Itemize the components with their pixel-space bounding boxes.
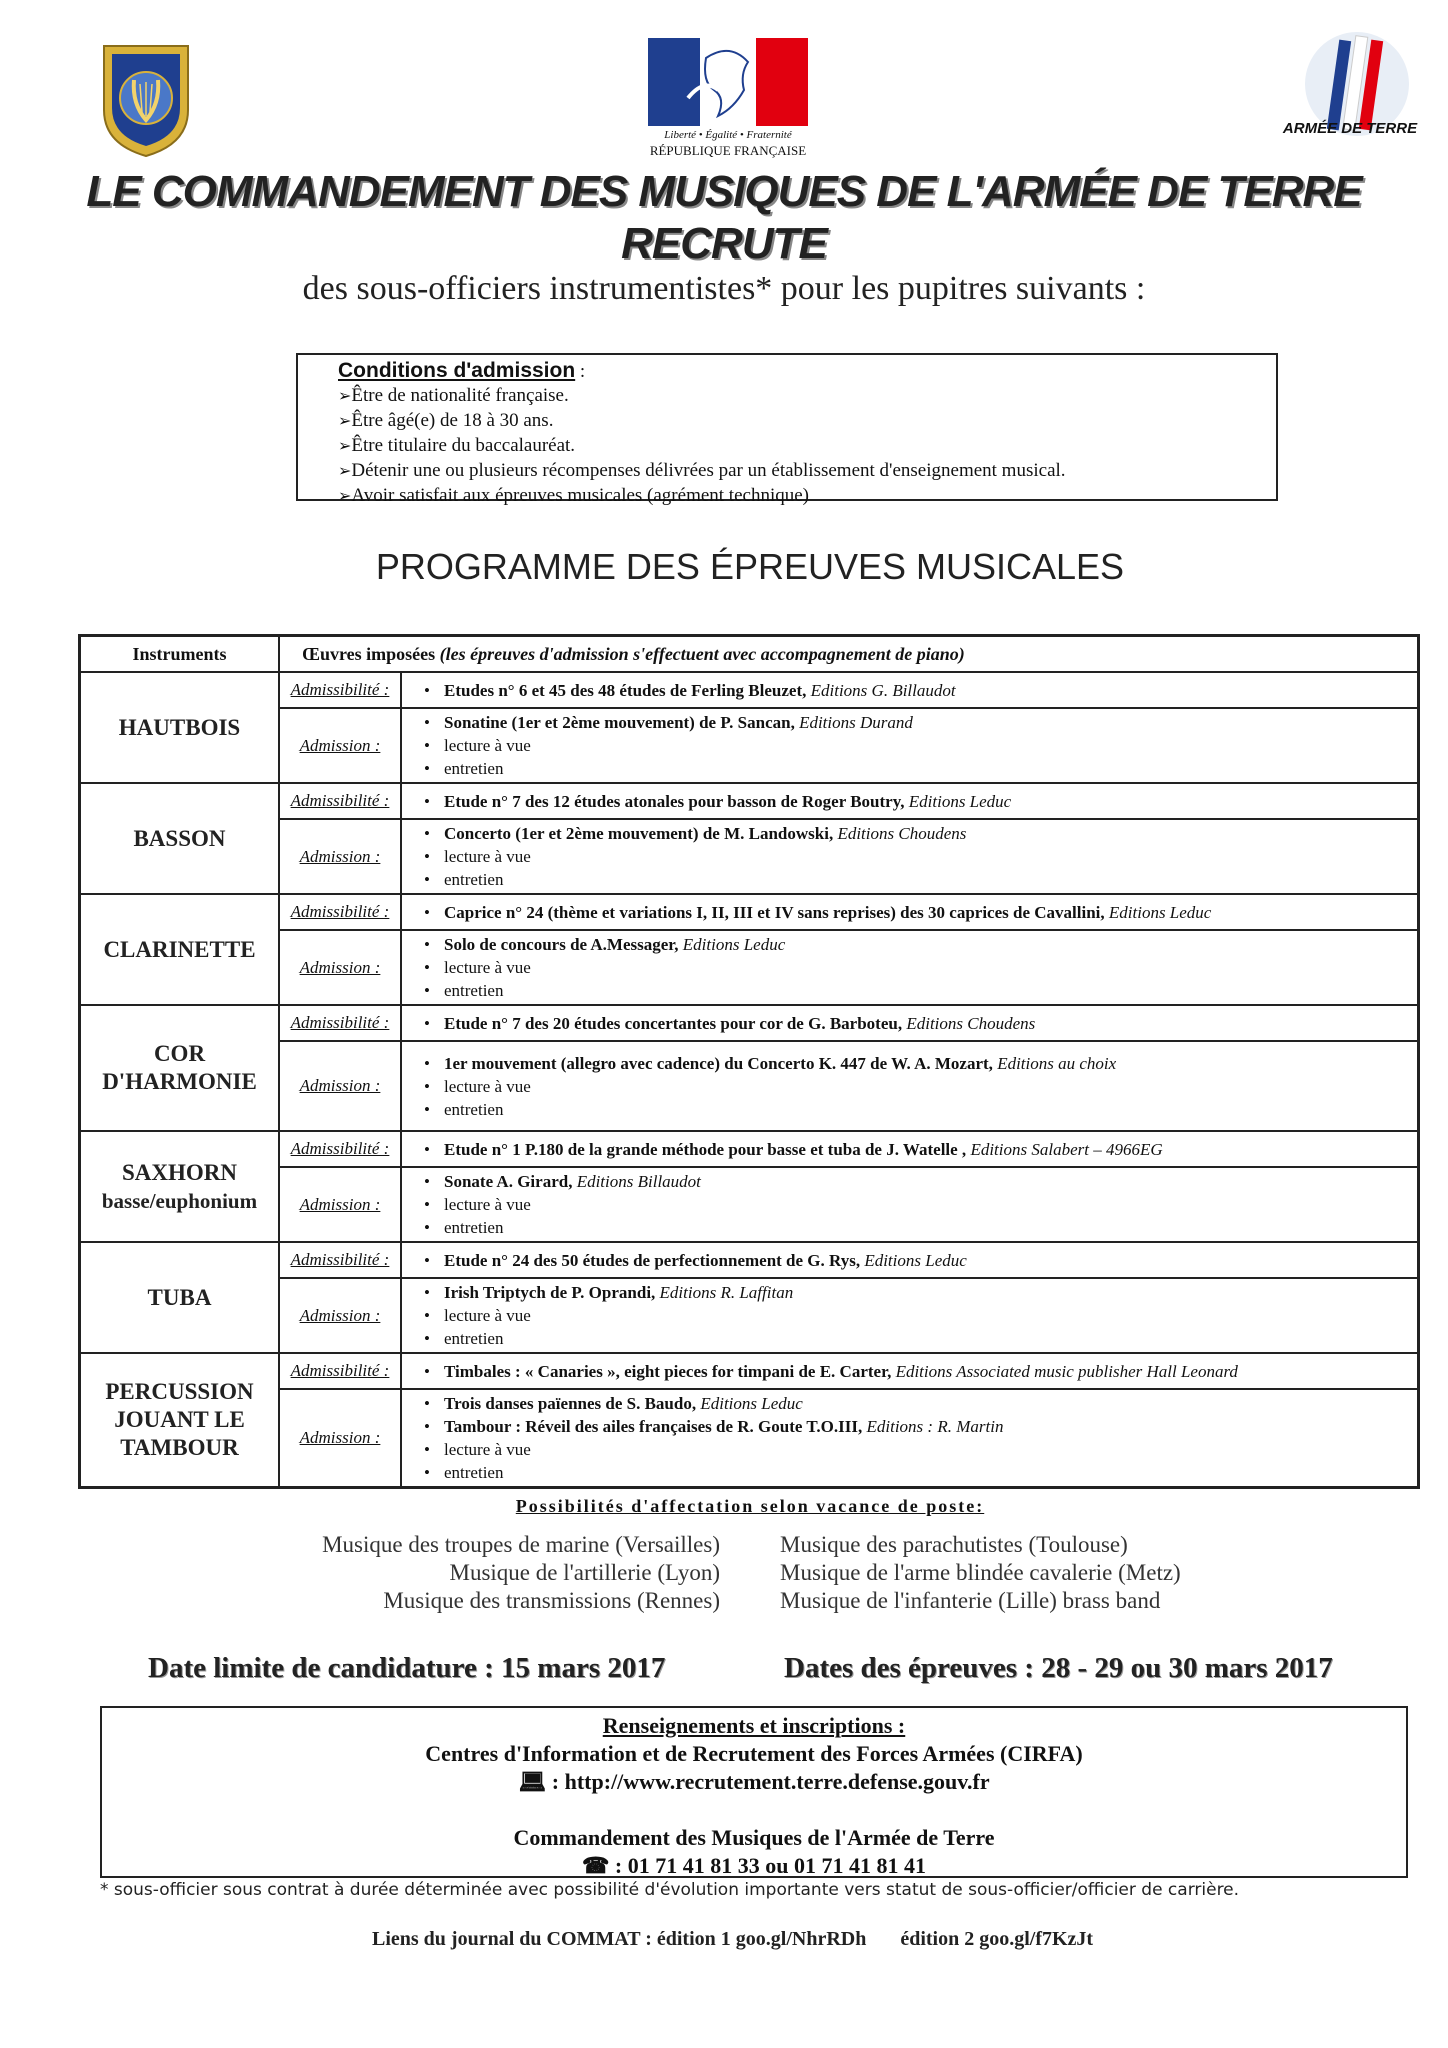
application-deadline: Date limite de candidature : 15 mars 2017 [148, 1652, 666, 1684]
musique-item: Musique de l'infanterie (Lille) brass band [780, 1588, 1161, 1613]
test-dates: Dates des épreuves : 28 - 29 ou 30 mars 2017 [784, 1652, 1333, 1684]
instrument-label: CLARINETTE [103, 936, 256, 962]
work-title: Etude n° 7 des 12 études atonales pour basson de Roger Boutry, [444, 791, 905, 811]
lecture-item: • lecture à vue [444, 734, 1417, 757]
instrument-admission-row [80, 930, 1419, 1005]
commandement-name: Commandement des Musiques de l'Armée de Terre [513, 1825, 995, 1850]
condition-item: ➢ Détenir une ou plusieurs récompenses délivrées par un établissement d'enseignement musical. [338, 459, 1236, 484]
stage-admissibilite: Admissibilité : [279, 783, 401, 819]
stage-admissibilite: Admissibilité : [279, 1005, 401, 1041]
affectation-title: Possibilités d'affectation selon vacance de poste: [515, 1496, 985, 1516]
journal-links [372, 1928, 1093, 1951]
stage-admission: Admission : [279, 1167, 401, 1242]
entretien-item: • entretien [444, 1098, 1417, 1121]
work-edition: Editions Choudens [906, 1013, 1036, 1033]
admissibilite-works [401, 1242, 1419, 1278]
instrument-name [80, 1353, 280, 1488]
entretien-item: • entretien [444, 1461, 1417, 1484]
admissibilite-works [401, 1353, 1419, 1389]
instrument-admission-row [80, 1389, 1419, 1488]
instrument-name [80, 1242, 280, 1353]
instrument-row [80, 672, 1419, 708]
work-item [444, 790, 1417, 813]
work-item [444, 1281, 1417, 1304]
lecture-item: • lecture à vue [444, 1193, 1417, 1216]
programme-table [78, 634, 1420, 1489]
work-item [444, 679, 1417, 702]
musique-item: Musique des transmissions (Rennes) [383, 1588, 720, 1613]
entretien-item: • entretien [444, 1327, 1417, 1350]
condition-item: ➢ Être de nationalité française. [338, 384, 1236, 409]
works-list [424, 1281, 1417, 1350]
work-item [444, 822, 1417, 845]
work-edition: Editions Salabert – 4966EG [970, 1139, 1163, 1159]
work-edition: Editions Leduc [908, 791, 1012, 811]
lecture-item: • lecture à vue [444, 1304, 1417, 1327]
instrument-label: BASSON [133, 825, 226, 851]
instrument-row [80, 1242, 1419, 1278]
title-line-1: LE COMMANDEMENT DES MUSIQUES DE L'ARMÉE DE TERRE [86, 167, 1362, 216]
work-title: Concerto (1er et 2ème mouvement) de M. Landowski, [444, 824, 834, 843]
work-item [444, 711, 1417, 734]
works-list [424, 1392, 1417, 1484]
phone-numbers: : 01 71 41 81 33 ou 01 71 41 81 41 [609, 1853, 926, 1878]
work-title: Sonatine (1er et 2ème mouvement) de P. Sancan, [444, 713, 795, 732]
work-item [444, 1138, 1417, 1161]
admission-works [401, 930, 1419, 1005]
work-edition: Editions Leduc [1108, 902, 1212, 922]
instrument-name [80, 783, 280, 894]
stage-admissibilite: Admissibilité : [279, 1242, 401, 1278]
admissibilite-works [401, 783, 1419, 819]
work-title: Trois danses païennes de S. Baudo, [444, 1394, 697, 1413]
admission-works [401, 819, 1419, 894]
instrument-label: COR D'HARMONIE [102, 1041, 257, 1094]
work-item [444, 1392, 1417, 1415]
works-list [424, 933, 1417, 1002]
work-edition: Editions R. Laffitan [659, 1283, 794, 1302]
info-title: Renseignements et inscriptions : [602, 1713, 906, 1738]
header-works-note: (les épreuves d'admission s'effectuent avec accompagnement de piano) [439, 643, 965, 664]
work-edition: Editions Leduc [682, 935, 786, 954]
admission-works [401, 708, 1419, 783]
stage-admission: Admission : [279, 1278, 401, 1353]
entretien-item: • entretien [444, 1216, 1417, 1239]
condition-item: ➢ Être âgé(e) de 18 à 30 ans. [338, 409, 1236, 434]
works-list [424, 901, 1417, 924]
work-item [444, 901, 1417, 924]
work-item [444, 1415, 1417, 1438]
republique-name: RÉPUBLIQUE FRANÇAISE [649, 143, 807, 158]
programme-title: PROGRAMME DES ÉPREUVES MUSICALES [375, 546, 1125, 587]
header-works [279, 636, 1419, 673]
stage-admission: Admission : [279, 1041, 401, 1131]
stage-admission: Admission : [279, 708, 401, 783]
instrument-name [80, 1005, 280, 1131]
stage-admission: Admission : [279, 1389, 401, 1488]
admission-conditions-box [296, 353, 1278, 506]
works-list [424, 1012, 1417, 1035]
work-title: Solo de concours de A.Messager, [444, 935, 679, 954]
instrument-admission-row [80, 819, 1419, 894]
condition-item: ➢ Être titulaire du baccalauréat. [338, 434, 1236, 459]
conditions-title: Conditions d'admission [338, 359, 576, 382]
admission-works [401, 1167, 1419, 1242]
musique-item: Musique des parachutistes (Toulouse) [780, 1532, 1128, 1557]
work-title: Timbales : « Canaries », eight pieces for timpani de E. Carter, [444, 1361, 892, 1381]
table-header-row [80, 636, 1419, 673]
admission-works [401, 1041, 1419, 1131]
works-list [424, 1170, 1417, 1239]
work-title: Sonate A. Girard, [444, 1172, 573, 1191]
works-list [424, 1249, 1417, 1272]
computer-icon: 💻︎ [518, 1769, 547, 1794]
stage-admissibilite: Admissibilité : [279, 1353, 401, 1389]
website-url[interactable]: : http://www.recrutement.terre.defense.gouv.fr [546, 1769, 990, 1794]
armee-de-terre-name: ARMÉE DE TERRE [1282, 120, 1418, 137]
works-list [424, 1138, 1417, 1161]
republique-motto: Liberté • Égalité • Fraternité [664, 129, 792, 141]
phone-line [102, 1852, 1406, 1880]
work-edition: Editions Choudens [837, 824, 967, 843]
work-title: Irish Triptych de P. Oprandi, [444, 1283, 656, 1302]
work-title: Etude n° 1 P.180 de la grande méthode pour basse et tuba de J. Watelle , [444, 1139, 967, 1159]
musique-item: Musique de l'arme blindée cavalerie (Metz) [780, 1560, 1181, 1585]
page-subtitle: des sous-officiers instrumentistes* pour les pupitres suivants : [302, 270, 1146, 307]
works-list [424, 790, 1417, 813]
work-item [444, 933, 1417, 956]
work-title: Etude n° 24 des 50 études de perfectionnement de G. Rys, [444, 1250, 861, 1270]
work-title: Etude n° 7 des 20 études concertantes pour cor de G. Barboteu, [444, 1013, 903, 1033]
instrument-label: PERCUSSION JOUANT LE TAMBOUR [105, 1379, 254, 1460]
work-edition: Editions au choix [997, 1053, 1117, 1073]
title-line-2: RECRUTE [621, 219, 827, 268]
admission-works [401, 1278, 1419, 1353]
work-item [444, 1249, 1417, 1272]
lecture-item: • lecture à vue [444, 845, 1417, 868]
instrument-admission-row [80, 1167, 1419, 1242]
admissibilite-works [401, 672, 1419, 708]
work-title: Tambour : Réveil des ailes françaises de R. Goute T.O.III, [444, 1417, 863, 1436]
work-edition: Editions : R. Martin [866, 1417, 1004, 1436]
work-item [444, 1360, 1417, 1383]
entretien-item: • entretien [444, 979, 1417, 1002]
entretien-item: • entretien [444, 757, 1417, 780]
commandement-musiques-seal-logo [98, 40, 194, 160]
instrument-sublabel: basse/euphonium [101, 1188, 258, 1213]
instrument-name [80, 1131, 280, 1242]
footnote: * sous-officier sous contrat à durée déterminée avec possibilité d'évolution importante vers statut de sous-officier/officier de carrière. [100, 1880, 1240, 1900]
stage-admissibilite: Admissibilité : [279, 672, 401, 708]
cirfa-name: Centres d'Information et de Recrutement des Forces Armées (CIRFA) [425, 1741, 1083, 1766]
stage-admission: Admission : [279, 819, 401, 894]
instrument-admission-row [80, 1041, 1419, 1131]
link-edition-2[interactable]: édition 2 goo.gl/f7KzJt [900, 1928, 1094, 1950]
work-item [444, 1052, 1417, 1075]
work-edition: Editions Associated music publisher Hall Leonard [895, 1361, 1238, 1381]
header-instruments: Instruments [80, 636, 280, 673]
musique-item: Musique de l'artillerie (Lyon) [449, 1560, 720, 1585]
telephone-icon: ☎︎ [582, 1853, 610, 1878]
work-edition: Editions Leduc [700, 1394, 803, 1413]
admission-works [401, 1389, 1419, 1488]
entretien-item: • entretien [444, 868, 1417, 891]
works-list [424, 822, 1417, 891]
work-title: Caprice n° 24 (thème et variations I, II, III et IV sans reprises) des 30 caprices de Cavallini, [444, 902, 1105, 922]
work-title: 1er mouvement (allegro avec cadence) du Concerto K. 447 de W. A. Mozart, [444, 1053, 993, 1073]
work-item [444, 1012, 1417, 1035]
musique-item: Musique des troupes de marine (Versailles) [322, 1532, 720, 1557]
instrument-admission-row [80, 708, 1419, 783]
works-list [424, 679, 1417, 702]
lecture-item: • lecture à vue [444, 956, 1417, 979]
works-list [424, 1052, 1417, 1121]
instrument-name [80, 672, 280, 783]
header-works-label: Œuvres imposées [302, 643, 436, 664]
works-list [424, 711, 1417, 780]
website-line [102, 1768, 1406, 1796]
work-edition: Editions Leduc [864, 1250, 967, 1270]
info-box [100, 1706, 1408, 1878]
lecture-item: • lecture à vue [444, 1075, 1417, 1098]
instrument-label: HAUTBOIS [118, 714, 241, 740]
conditions-title-suffix: : [575, 361, 586, 382]
instrument-row [80, 1353, 1419, 1389]
works-list [424, 1360, 1417, 1383]
work-edition: Editions G. Billaudot [810, 680, 956, 700]
instrument-row [80, 1005, 1419, 1041]
work-edition: Editions Durand [799, 713, 913, 732]
stage-admissibilite: Admissibilité : [279, 1131, 401, 1167]
admissibilite-works [401, 1131, 1419, 1167]
stage-admission: Admission : [279, 930, 401, 1005]
admissibilite-works [401, 894, 1419, 930]
instrument-row [80, 1131, 1419, 1167]
page-title [0, 166, 1448, 270]
work-item [444, 1170, 1417, 1193]
condition-item: ➢ Avoir satisfait aux épreuves musicales (agrément technique) [338, 484, 1236, 509]
admissibilite-works [401, 1005, 1419, 1041]
stage-admissibilite: Admissibilité : [279, 894, 401, 930]
armee-de-terre-logo [1265, 30, 1435, 150]
lecture-item: • lecture à vue [444, 1438, 1417, 1461]
instrument-row [80, 894, 1419, 930]
instrument-admission-row [80, 1278, 1419, 1353]
work-edition: Editions Billaudot [576, 1172, 701, 1191]
instrument-label: TUBA [147, 1284, 212, 1310]
link-edition-1[interactable]: Liens du journal du COMMAT : édition 1 goo.gl/NhrRDh [372, 1928, 867, 1950]
republique-francaise-logo [648, 38, 808, 163]
instrument-row [80, 783, 1419, 819]
instrument-name [80, 894, 280, 1005]
instrument-label: SAXHORN [121, 1159, 237, 1185]
work-title: Etudes n° 6 et 45 des 48 études de Ferling Bleuzet, [444, 680, 807, 700]
